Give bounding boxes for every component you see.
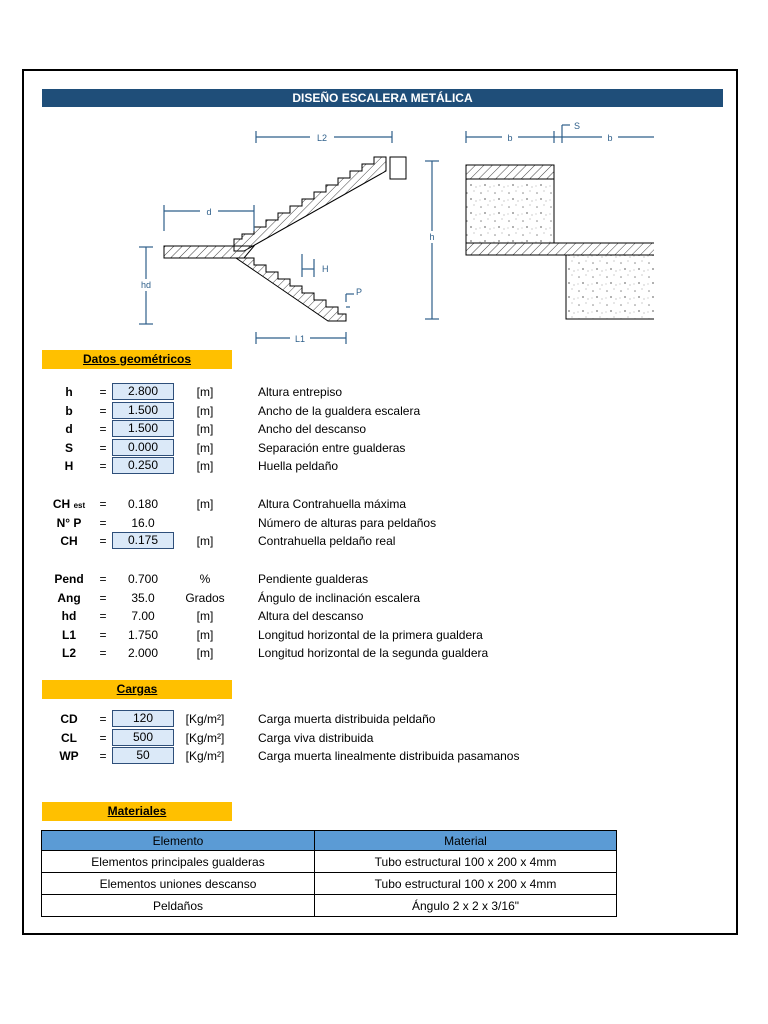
equals-sign: = — [99, 422, 107, 437]
cell-material: Tubo estructural 100 x 200 x 4mm — [315, 873, 617, 895]
cell-element: Elementos principales gualderas — [42, 851, 315, 873]
table-row — [42, 851, 617, 873]
parameter-unit: % — [199, 572, 211, 586]
dim-label-d: d — [206, 207, 212, 217]
dim-label-b-right: b — [607, 133, 613, 143]
equals-sign: = — [99, 440, 107, 455]
parameter-row — [24, 383, 736, 401]
equals-sign: = — [99, 534, 107, 549]
parameter-description: Separación entre gualderas — [258, 440, 406, 455]
table-row — [42, 873, 617, 895]
parameter-row — [24, 589, 736, 607]
parameter-symbol-text: CH — [52, 497, 71, 511]
equals-sign: = — [99, 749, 107, 764]
parameter-unit: [m] — [196, 609, 214, 624]
parameter-description: Ángulo de inclinación escalera — [258, 590, 421, 605]
parameter-row — [24, 644, 736, 662]
parameter-value: 0.180 — [127, 497, 159, 511]
parameter-description: Altura del descanso — [258, 609, 364, 624]
parameter-row — [24, 457, 736, 475]
parameter-unit: [m] — [196, 497, 214, 511]
lower-flight — [236, 258, 346, 321]
table-header-row — [42, 831, 617, 851]
parameter-input-cell[interactable]: 500 — [112, 729, 174, 746]
parameter-row — [24, 514, 736, 532]
parameter-symbol-text: d — [65, 422, 73, 437]
equals-sign: = — [99, 730, 107, 745]
equals-sign: = — [99, 627, 107, 642]
parameter-symbol — [42, 729, 96, 747]
parameter-symbol — [42, 626, 96, 644]
parameter-symbol — [42, 457, 96, 475]
equals-sign: = — [99, 385, 107, 399]
equals-sign: = — [99, 403, 107, 418]
parameter-value: 35.0 — [131, 590, 155, 605]
parameter-row — [24, 626, 736, 644]
dim-label-h: h — [429, 232, 435, 242]
parameter-input-cell[interactable]: 120 — [112, 710, 174, 727]
parameter-symbol-text: CD — [60, 712, 78, 726]
column-header-element: Elemento — [42, 831, 315, 851]
equals-sign: = — [99, 572, 107, 586]
parameter-input-cell[interactable]: 0.175 — [112, 532, 174, 549]
stair-diagram — [114, 119, 654, 349]
parameter-row — [24, 402, 736, 420]
parameter-description: Carga muerta distribuida peldaño — [258, 712, 436, 726]
parameter-unit: [m] — [196, 403, 214, 418]
dim-label-P: P — [356, 287, 363, 297]
upper-landing-block — [390, 157, 406, 179]
parameter-description: Ancho del descanso — [258, 422, 367, 437]
parameter-row — [24, 607, 736, 625]
parameter-unit: [Kg/m²] — [185, 712, 225, 726]
dim-label-L2: L2 — [316, 133, 328, 143]
parameter-symbol-text: L1 — [61, 627, 76, 642]
parameter-symbol-text: Ang — [57, 590, 81, 605]
equals-sign: = — [99, 590, 107, 605]
parameter-description: Altura Contrahuella máxima — [258, 497, 407, 511]
parameter-symbol — [42, 644, 96, 662]
parameter-symbol-text: N° P — [56, 515, 82, 530]
parameter-unit: [Kg/m²] — [185, 730, 225, 745]
parameter-description: Contrahuella peldaño real — [258, 534, 396, 549]
parameter-description: Ancho de la gualdera escalera — [258, 403, 421, 418]
parameter-description: Carga viva distribuida — [258, 730, 374, 745]
parameter-symbol — [42, 607, 96, 625]
parameter-symbol-subscript: est — [73, 501, 86, 510]
parameter-symbol — [42, 402, 96, 420]
parameter-description: Pendiente gualderas — [258, 572, 369, 586]
parameter-unit: Grados — [185, 590, 225, 605]
parameter-row — [24, 570, 736, 588]
parameter-description: Longitud horizontal de la primera gualdera — [258, 627, 483, 642]
calculation-sheet — [22, 69, 738, 935]
parameter-description: Altura entrepiso — [258, 385, 343, 399]
parameter-description: Longitud horizontal de la segunda gualdera — [258, 646, 489, 661]
parameter-symbol-text: H — [64, 459, 74, 474]
equals-sign: = — [99, 609, 107, 624]
cell-material: Tubo estructural 100 x 200 x 4mm — [315, 851, 617, 873]
parameter-value: 16.0 — [131, 515, 155, 530]
parameter-symbol-text: CH — [60, 534, 78, 549]
parameter-symbol — [42, 747, 96, 765]
parameter-input-cell[interactable]: 1.500 — [112, 402, 174, 419]
parameter-symbol-text: hd — [61, 609, 77, 624]
parameter-row — [24, 729, 736, 747]
dim-label-H: H — [322, 264, 329, 274]
parameter-input-cell[interactable]: 2.800 — [112, 383, 174, 400]
parameter-symbol-text: L2 — [61, 646, 76, 661]
cell-element: Elementos uniones descanso — [42, 873, 315, 895]
dim-label-L1: L1 — [294, 334, 306, 344]
equals-sign: = — [99, 712, 107, 726]
parameter-unit: [Kg/m²] — [185, 749, 225, 764]
parameter-symbol-text: h — [65, 385, 73, 399]
dim-label-b-left: b — [507, 133, 513, 143]
parameter-input-cell[interactable]: 50 — [112, 747, 174, 764]
parameter-symbol — [42, 514, 96, 532]
section-loads: Cargas — [42, 680, 232, 699]
parameter-unit: [m] — [196, 627, 214, 642]
parameter-symbol — [42, 420, 96, 438]
parameter-input-cell[interactable]: 1.500 — [112, 420, 174, 437]
equals-sign: = — [99, 515, 107, 530]
parameter-row — [24, 439, 736, 457]
dim-label-S: S — [574, 121, 581, 131]
parameter-unit: [m] — [196, 440, 214, 455]
parameter-description: Número de alturas para peldaños — [258, 515, 437, 530]
section-materials: Materiales — [42, 802, 232, 821]
parameter-symbol — [42, 710, 96, 728]
parameter-symbol-text: S — [64, 440, 73, 455]
sheet-title: DISEÑO ESCALERA METÁLICA — [42, 89, 723, 107]
parameter-symbol-text: Pend — [54, 572, 84, 586]
parameter-symbol — [42, 383, 96, 401]
parameter-row — [24, 495, 736, 513]
parameter-row — [24, 747, 736, 765]
column-header-material: Material — [315, 831, 617, 851]
materials-table — [41, 830, 617, 917]
parameter-symbol-text: CL — [61, 730, 77, 745]
parameter-value: 7.00 — [131, 609, 155, 624]
section-geometric-data: Datos geométricos — [42, 350, 232, 369]
dim-label-hd: hd — [140, 280, 152, 290]
section-view — [466, 121, 654, 319]
parameter-value: 0.700 — [127, 572, 159, 586]
parameter-symbol — [42, 532, 96, 550]
parameter-unit: [m] — [196, 422, 214, 437]
parameter-input-cell[interactable]: 0.250 — [112, 457, 174, 474]
parameter-unit: [m] — [196, 534, 214, 549]
landing-slab — [164, 246, 254, 258]
side-view — [137, 131, 439, 344]
equals-sign: = — [99, 497, 107, 511]
equals-sign: = — [99, 646, 107, 661]
upper-flight — [234, 157, 386, 251]
parameter-symbol-text: b — [65, 403, 73, 418]
parameter-symbol — [42, 495, 96, 515]
table-row — [42, 895, 617, 917]
parameter-description: Huella peldaño — [258, 459, 339, 474]
parameter-unit: [m] — [196, 385, 214, 399]
parameter-unit: [m] — [196, 459, 214, 474]
parameter-symbol — [42, 570, 96, 588]
equals-sign: = — [99, 459, 107, 474]
parameter-row — [24, 710, 736, 728]
parameter-symbol — [42, 589, 96, 607]
parameter-row — [24, 532, 736, 550]
parameter-value: 2.000 — [127, 646, 159, 661]
parameter-symbol — [42, 439, 96, 457]
parameter-value: 1.750 — [127, 627, 159, 642]
parameter-unit: [m] — [196, 646, 214, 661]
cell-element: Peldaños — [42, 895, 315, 917]
parameter-symbol-text: WP — [59, 749, 79, 764]
parameter-row — [24, 420, 736, 438]
parameter-input-cell[interactable]: 0.000 — [112, 439, 174, 456]
parameter-description: Carga muerta linealmente distribuida pasamanos — [258, 749, 520, 764]
cell-material: Ángulo 2 x 2 x 3/16" — [315, 895, 617, 917]
